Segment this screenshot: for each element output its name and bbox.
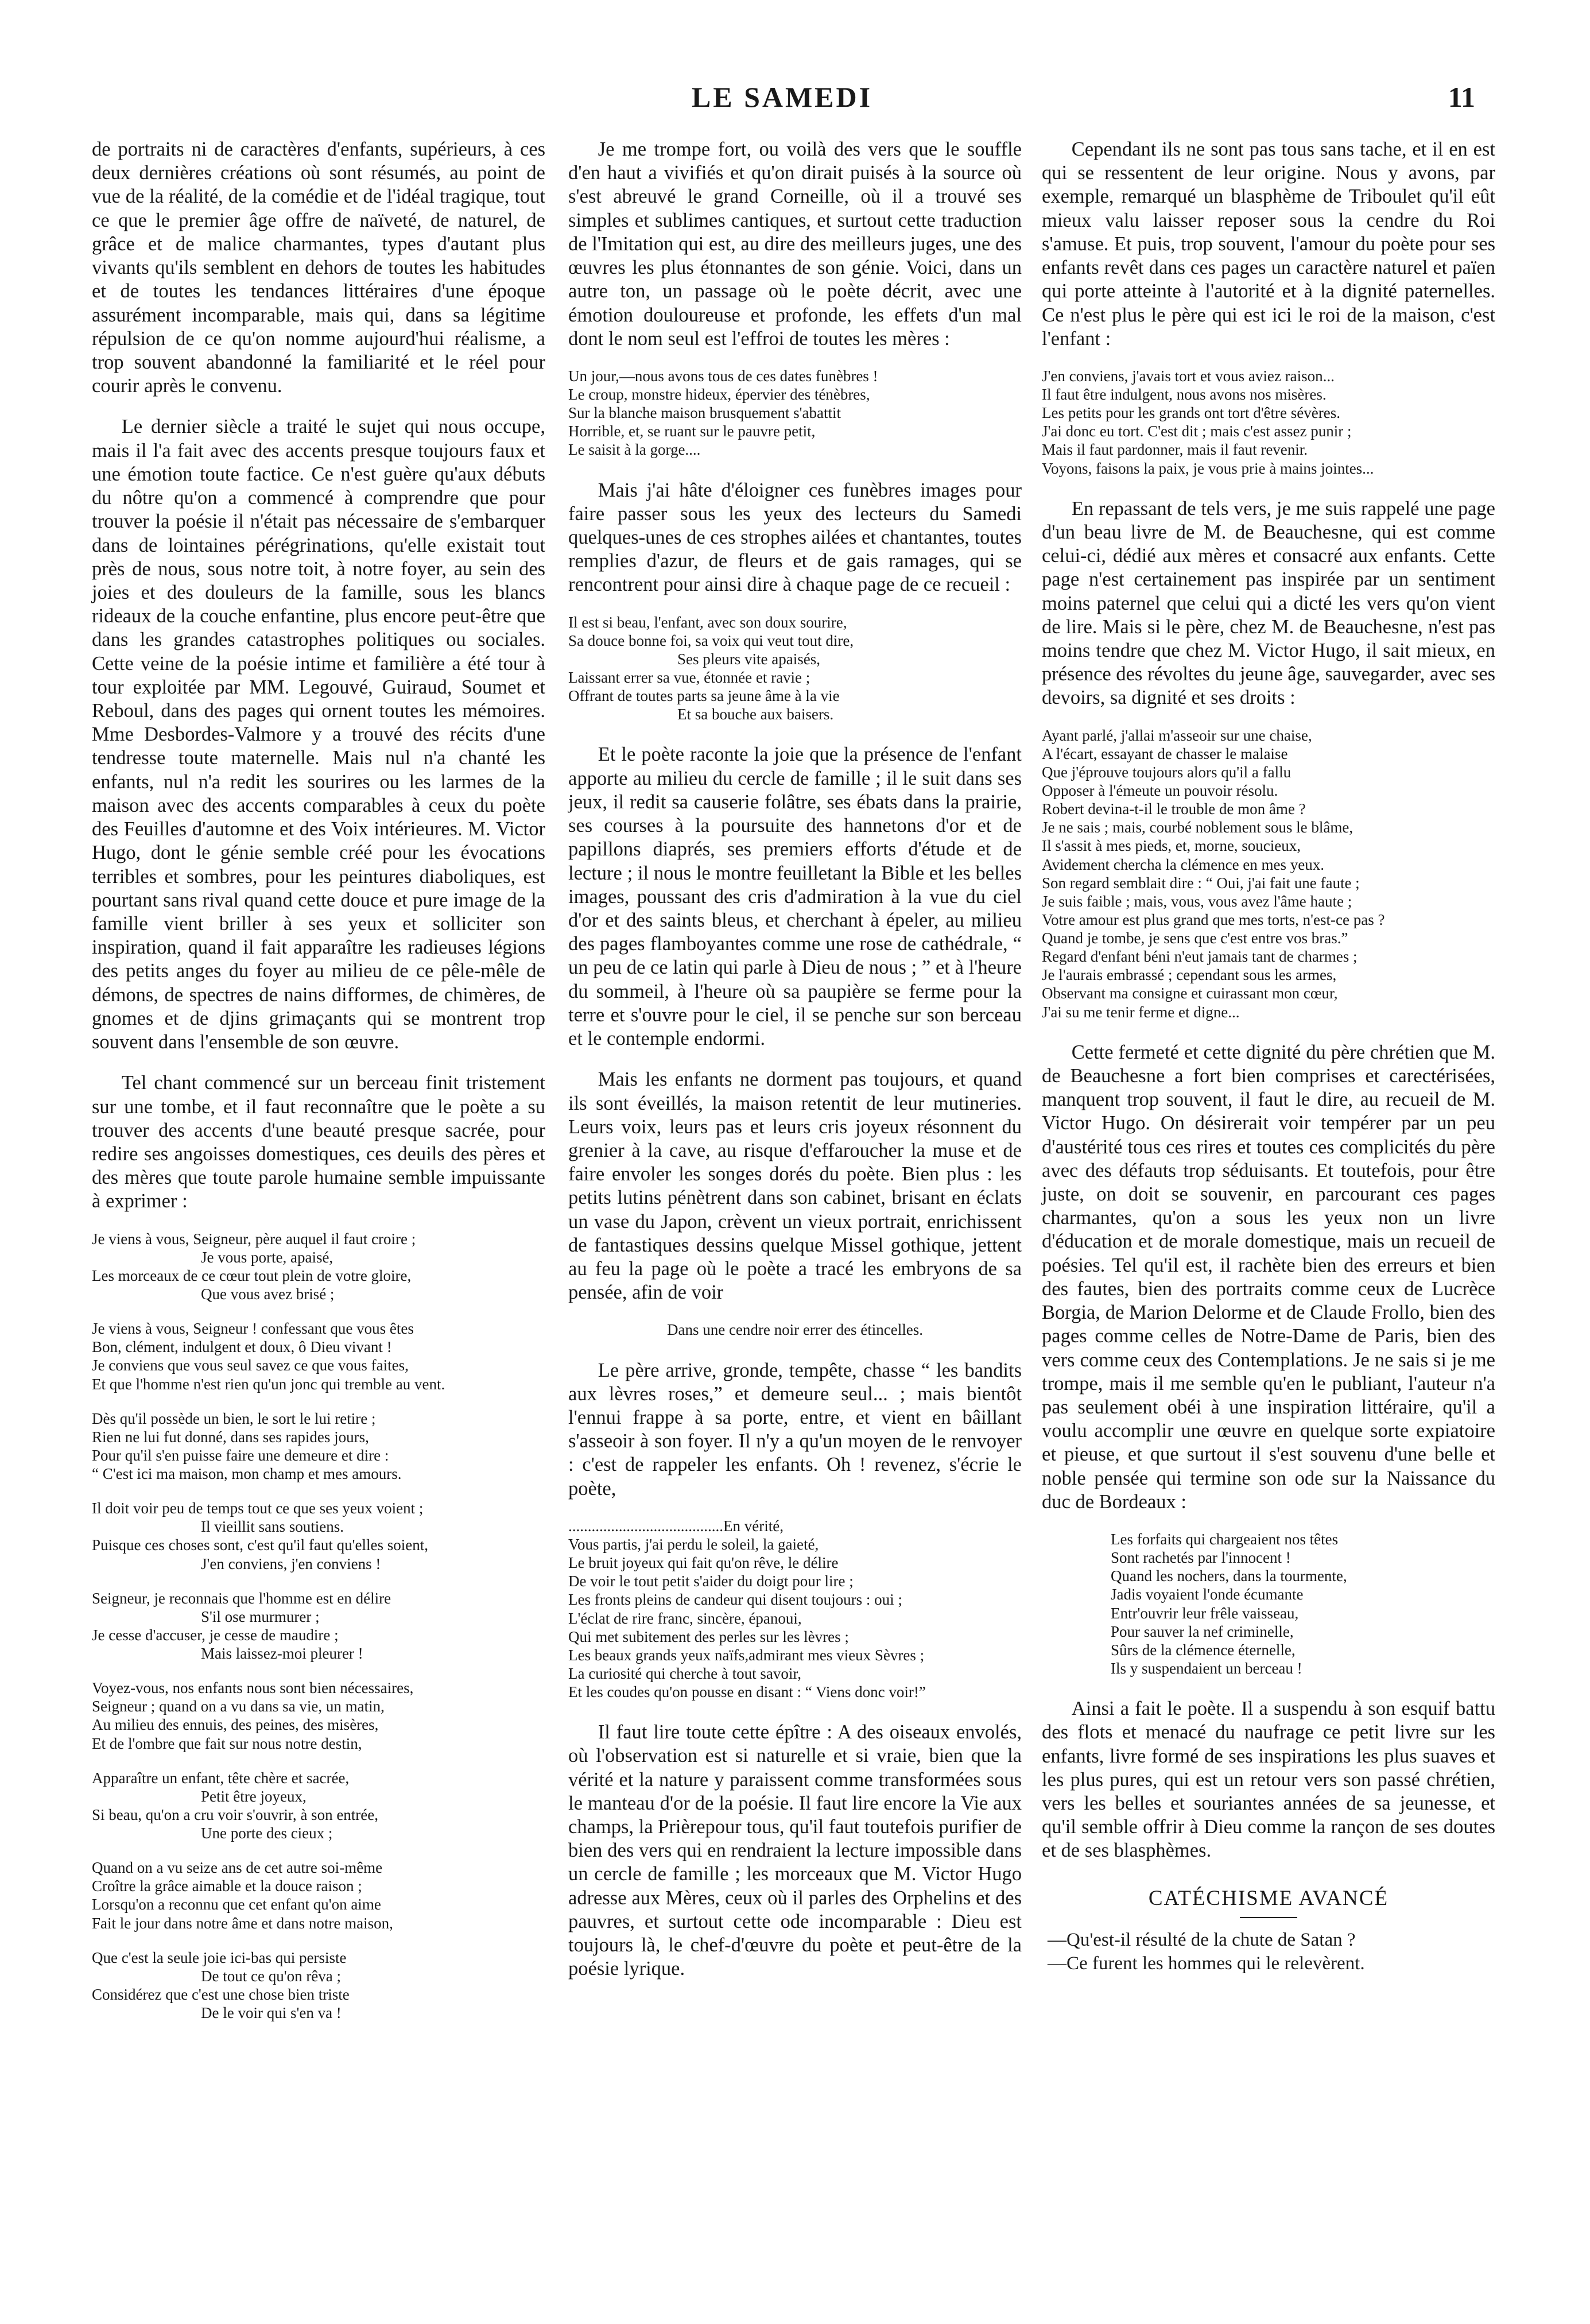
column-3 [1042, 138, 1495, 1976]
poem-excerpt [568, 367, 1022, 459]
verse-line: Le croup, monstre hideux, épervier des ténèbres, [568, 386, 870, 404]
verse-line: Voyons, faisons la paix, je vous prie à mains jointes... [1042, 459, 1374, 477]
verse-line: A l'écart, essayant de chasser le malaise [1042, 745, 1288, 762]
verse-line: Observant ma consigne et cuirassant mon cœur, [1042, 985, 1338, 1002]
page-number: 11 [1448, 81, 1475, 113]
verse-line: Entr'ouvrir leur frêle vaisseau, [1111, 1604, 1299, 1622]
poem-excerpt [568, 1517, 1022, 1701]
paragraph: Cependant ils ne sont pas tous sans tache, et il en est qui se ressentent de leur origine. Nous y avons, par exemple, remarqué un blasphème de Triboulet qu'il eût mieux valu laisser reposer sous la cendre du Roi s'amuse. Et puis, trop souvent, l'amour du poète pour ses enfants revêt dans ces pages un caractère naturel et païen qui porte atteinte à l'autorité et à la dignité paternelles. Ce n'est plus le père qui est ici le roi de la maison, c'est l'enfant : [1042, 138, 1495, 350]
verse-line: Apparaître un enfant, tête chère et sacrée, [92, 1769, 350, 1787]
verse-line: Seigneur ; quand on a vu dans sa vie, un matin, [92, 1698, 385, 1715]
verse-line: Pour sauver la nef criminelle, [1111, 1622, 1294, 1640]
verse-line: Regard d'enfant béni n'eut jamais tant de charmes ; [1042, 948, 1358, 966]
paragraph: Le père arrive, gronde, tempête, chasse “ les bandits aux lèvres roses,” et demeure seul... ; mais bientôt l'ennui frappe à sa porte, entre, et vient en bâillant s'asseoir à son foyer. Il n'y a qu'un moyen de le renvoyer : c'est de rappeler les enfants. Oh ! revenez, s'écrie le poète, [568, 1359, 1022, 1500]
verse-line: J'ai donc eu tort. C'est dit ; mais c'est assez punir ; [1042, 423, 1352, 440]
poem-excerpt [568, 613, 1022, 724]
paragraph: Mais j'ai hâte d'éloigner ces funèbres images pour faire passer sous les yeux des lecteurs du Samedi quelques-unes de ces strophes ailées et chantantes, toutes remplies d'azur, de fleurs et de gais ramages, qui se rencontrent pour ainsi dire à chaque page de ce recueil : [568, 479, 1022, 596]
verse-line: Dans une cendre noir errer des étincelles. [666, 1321, 924, 1339]
verse-line: Bon, clément, indulgent et doux, ô Dieu vivant ! [92, 1338, 392, 1356]
verse-line: Que j'éprouve toujours alors qu'il a fallu [1042, 763, 1292, 781]
verse-line: Voyez-vous, nos enfants nous sont bien nécessaires, [92, 1679, 414, 1697]
verse-line: Au milieu des ennuis, des peines, des misères, [92, 1716, 379, 1734]
verse-line: De le voir qui s'en va ! [201, 2004, 342, 2021]
verse-line: Si beau, qu'on a cru voir s'ouvrir, à son entrée, [92, 1806, 379, 1823]
verse-line: Opposer à l'émeute un pouvoir résolu. [1042, 782, 1278, 800]
verse-line: Je ne sais ; mais, courbé noblement sous le blâme, [1042, 819, 1354, 836]
poem-excerpt [92, 1230, 545, 2023]
verse-line: Ayant parlé, j'allai m'asseoir sur une chaise, [1042, 726, 1312, 744]
verse-line: Et les coudes qu'on pousse en disant : “ Viens donc voir!” [568, 1683, 926, 1701]
verse-line: Les beaux grands yeux naïfs,admirant mes vieux Sèvres ; [568, 1646, 925, 1664]
verse-line: Ils y suspendaient un berceau ! [1111, 1659, 1302, 1677]
verse-line: Les fronts pleins de candeur qui disent toujours : oui ; [568, 1591, 902, 1609]
verse-line: J'en conviens, j'en conviens ! [201, 1555, 381, 1572]
verse-line: Croître la grâce aimable et la douce raison ; [92, 1877, 362, 1895]
paragraph: Cette fermeté et cette dignité du père chrétien que M. de Beauchesne a fort bien comprises et carectérisées, manquent trop souvent, il faut le dire, au recueil de M. Victor Hugo. On désirerait voir tempérer par un peu d'austérité tous ces rires et toutes ces complicités du père avec des défauts trop séduisants. Et toutefois, pour être juste, on doit se souvenir, en parcourant ces pages charmantes, qu'on a sous les yeux non un livre d'éducation et de morale domestique, mais un recueil de poésies. Tel qu'il est, il rachète bien des erreurs et bien des fautes, bien des portraits comme ceux de Lucrèce Borgia, de Marion Delorme et de Claude Frollo, bien des pages comme celles de Notre-Dame de Paris, bien des vers comme ceux des Contemplations. Je ne sais si je me trompe, mais il me semble qu'en le publiant, l'auteur n'a pas seulement obéi à une inspiration littéraire, qu'il a voulu accomplir une œuvre en quelque sorte expiatoire et pieuse, et que surtout il s'est souvenu d'une belle et noble pensée qui termine son ode sur la Naissance du duc de Bordeaux : [1042, 1041, 1495, 1513]
verse-line: Il s'assit à mes pieds, et, morne, soucieux, [1042, 837, 1301, 855]
verse-line: La curiosité qui cherche à tout savoir, [568, 1664, 802, 1682]
paragraph: Mais les enfants ne dorment pas toujours, et quand ils sont éveillés, la maison retentit de leur mutineries. Leurs voix, leurs pas et leurs cris joyeux résonnent du grenier à la cave, au risque d'effaroucher la muse et de faire envoler les songes dorés du poète. Bien plus : les petits lutins pénètrent dans son cabinet, brisant en éclats un vase du Japon, crèvent un vieux portrait, enrichissent de fantastiques dessins quelque Missel gothique, jettent au feu la page où le poète a tracé les embryons de sa pensée, afin de voir [568, 1068, 1022, 1304]
verse-line: Sûrs de la clémence éternelle, [1111, 1641, 1296, 1659]
verse-line: Mais il faut pardonner, mais il faut revenir. [1042, 441, 1308, 459]
section-heading: CATÉCHISME AVANCÉ [1148, 1886, 1389, 1910]
verse-line: Je viens à vous, Seigneur, père auquel il faut croire ; [92, 1230, 416, 1248]
verse-line: Qui met subitement des perles sur les lèvres ; [568, 1628, 849, 1645]
verse-line: Sa douce bonne foi, sa voix qui veut tout dire, [568, 632, 854, 649]
verse-line: Ses pleurs vite apaisés, [677, 650, 820, 668]
verse-line: Il est si beau, l'enfant, avec son doux sourire, [568, 613, 847, 631]
page-header [89, 80, 1475, 126]
verse-line: Je cesse d'accuser, je cesse de maudire ; [92, 1626, 339, 1644]
verse-line: Jadis voyaient l'onde écumante [1111, 1586, 1304, 1603]
verse-line: Il doit voir peu de temps tout ce que ses yeux voient ; [92, 1500, 424, 1517]
stanza [92, 1858, 545, 1932]
verse-line: Que vous avez brisé ; [201, 1285, 335, 1303]
paragraph: Il faut lire toute cette épître : A des oiseaux envolés, où l'observation est si naturelle et si vraie, bien que la vérité et la nature y paraissent comme transformées sous le manteau d'or de la poésie. Il faut lire encore la Vie aux champs, la Prièrepour tous, qu'il faut toutefois purifier de bien des vers qui en rendraient la lecture impossible dans un cercle de famille ; les morceaux que M. Victor Hugo adresse aux Mères, ceux où il parles des Orphelins et des pauvres, et surtout cette ode incomparable : Dieu est toujours là, le chef-d'œuvre du poète et peut-être de la poésie lyrique. [568, 1721, 1022, 1980]
stanza [92, 1230, 545, 1304]
stanza [92, 1589, 545, 1663]
verse-line: Horrible, et, se ruant sur le pauvre petit, [568, 423, 816, 440]
verse-line: Petit être joyeux, [201, 1787, 307, 1805]
verse-line: Rien ne lui fut donné, dans ses rapides jours, [92, 1428, 369, 1446]
verse-line: Son regard semblait dire : “ Oui, j'ai fait une faute ; [1042, 874, 1360, 892]
poem-excerpt [568, 1320, 1022, 1339]
verse-line: Il faut être indulgent, nous avons nos misères. [1042, 386, 1327, 404]
column-2 [568, 138, 1022, 1981]
verse-line: S'il ose murmurer ; [201, 1608, 320, 1625]
verse-line: Les morceaux de ce cœur tout plein de votre gloire, [92, 1266, 412, 1284]
verse-line: Je viens à vous, Seigneur ! confessant que vous êtes [92, 1320, 414, 1338]
verse-line: Sur la blanche maison brusquement s'abattit [568, 404, 841, 422]
answer: —Ce furent les hommes qui le relevèrent. [1048, 1953, 1365, 1974]
verse-line: Mais laissez-moi pleurer ! [201, 1645, 363, 1662]
verse-line: Seigneur, je reconnais que l'homme est en délire [92, 1589, 391, 1607]
verse-line: Vous partis, j'ai perdu le soleil, la gaieté, [568, 1536, 819, 1554]
verse-line: Robert devina-t-il le trouble de mon âme ? [1042, 800, 1306, 818]
column-1 [92, 138, 545, 2042]
verse-line: Je l'aurais embrassé ; cependant sous les armes, [1042, 966, 1337, 984]
verse-line: Sont rachetés par l'innocent ! [1111, 1549, 1291, 1567]
stanza [92, 1769, 545, 1843]
paragraph: Et le poète raconte la joie que la présence de l'enfant apporte au milieu du cercle de famille ; il le suit dans ses jeux, il redit sa causerie folâtre, ses ébats dans la prairie, ses courses à la poursuite des hannetons d'or et de papillons diaprés, ses premiers efforts d'étude et de lecture ; il nous le montre feuilletant la Bible et les belles images, poussant des cris d'admiration à la vue du ciel d'or et des saints bleus, et cherchant à épeler, au milieu des pages flamboyantes comme une rose de cathédrale, “ un peu de ce latin qui parle à Dieu de nous ; ” et à l'heure du sommeil, à l'heure où sa paupière se ferme pour la terre et s'ouvre pour le ciel, il se penche sur son berceau et le contemple endormi. [568, 743, 1022, 1050]
verse-line: Avidement chercha la clémence en mes yeux. [1042, 855, 1325, 873]
stanza [92, 1409, 545, 1484]
verse-line: Un jour,—nous avons tous de ces dates funèbres ! [568, 367, 878, 385]
verse-line: Laissant errer sa vue, étonnée et ravie ; [568, 669, 810, 687]
verse-line: Votre amour est plus grand que mes torts, n'est-ce pas ? [1042, 911, 1385, 928]
divider [1240, 1917, 1297, 1918]
verse-line: Dès qu'il possède un bien, le sort le lui retire ; [92, 1409, 376, 1427]
verse-line: Je conviens que vous seul savez ce que vous faites, [92, 1357, 409, 1374]
verse-line: Quand je tombe, je sens que c'est entre vos bras.” [1042, 929, 1348, 947]
verse-line: “ C'est ici ma maison, mon champ et mes amours. [92, 1465, 402, 1482]
stanza [92, 1949, 545, 2023]
masthead-title: LE SAMEDI [691, 81, 873, 113]
verse-line: Quand on a vu seize ans de cet autre soi-même [92, 1859, 383, 1877]
verse-line: J'ai su me tenir ferme et digne... [1042, 1003, 1240, 1021]
stanza [92, 1499, 545, 1573]
verse-line: Il vieillit sans soutiens. [201, 1518, 344, 1536]
verse-line: ........................................En vérité, [568, 1517, 784, 1535]
stanza [92, 1679, 545, 1753]
poem-excerpt [1042, 1530, 1495, 1678]
verse-line: Et de l'ombre que fait sur nous notre destin, [92, 1734, 362, 1752]
verse-line: Je vous porte, apaisé, [201, 1248, 333, 1266]
verse-line: Je suis faible ; mais, vous, vous avez l'âme haute ; [1042, 892, 1352, 910]
verse-line: Considérez que c'est une chose bien triste [92, 1985, 350, 2003]
paragraph: Je me trompe fort, ou voilà des vers que le souffle d'en haut a vivifiés et qu'on dirait puisés à la source où s'est abreuvé le grand Corneille, où il a trouvé ses simples et sublimes cantiques, et surtout cette traduction de l'Imitation qui est, au dire des meilleurs juges, une des œuvres les plus étonnantes de son génie. Voici, dans un autre ton, un passage où le poète décrit, avec une émotion douloureuse et profonde, les effets d'un mal dont le nom seul est l'effroi de toutes les mères : [568, 138, 1022, 350]
verse-line: Le bruit joyeux qui fait qu'on rêve, le délire [568, 1554, 839, 1572]
verse-line: Lorsqu'on a reconnu que cet enfant qu'on aime [92, 1896, 381, 1914]
verse-line: Les petits pour les grands ont tort d'être sévères. [1042, 404, 1340, 422]
paragraph: Le dernier siècle a traité le sujet qui nous occupe, mais il l'a fait avec des accents presque toujours faux et une émotion toute factice. Ce n'est guère qu'aux débuts du nôtre qu'on a commencé à comprendre que pour trouver la poésie il n'était pas nécessaire de s'embarquer dans de lointaines pérégrinations, qu'elle existait tout près de nous, sous notre toit, à notre foyer, au sein des joies et des douleurs de la famille, sous les blancs rideaux de la couche enfantine, plus encore peut-être que dans les grandes catastrophes politiques ou sociales. Cette veine de la poésie intime et familière a été tour à tour exploitée par MM. Legouvé, Guiraud, Soumet et Reboul, dans des pages qui ornent toutes les mémoires. Mme Desbordes-Valmore y a trouvé des récits d'une tendresse toute maternelle. Mais nul n'a chanté les enfants, nul n'a redit les sourires ou les larmes de la maison avec des accents comparables à ceux du poète des Feuilles d'automne et des Voix intérieures. M. Victor Hugo, dont le génie semble créé pour les évocations terribles et sombres, pour les peintures diaboliques, est pourtant sans rival quand cette douce et pure image de la famille vient briller à ses yeux et solliciter son inspiration, quand il fait apparaître les radieuses légions des petits anges du foyer au milieu de ce pêle-mêle de démons, de spectres de nains difformes, de chimères, de gnomes et de djins grimaçants qui se montrent trop souvent dans l'ensemble de son œuvre. [92, 416, 545, 1053]
paragraph: Ainsi a fait le poète. Il a suspendu à son esquif battu des flots et menacé du naufrage ce petit livre sur les enfants, livre formé de ses inspirations les plus suaves et les plus pures, qui est un retour vers son passé chrétien, vers les belles et souriantes années de sa jeunesse, et qu'il semble offrir à Dieu comme la rançon de ses doutes et de ses blasphèmes. [1042, 1698, 1495, 1862]
paragraph: En repassant de tels vers, je me suis rappelé une page d'un beau livre de M. de Beauchesne, qui est comme celui-ci, dédié aux mères et consacré aux enfants. Cette page n'est certainement pas inspirée par un sentiment moins paternel que celui qui a dicté les vers qu'on vient de lire. Mais si le père, chez M. de Beauchesne, n'est pas moins tendre que chez M. Victor Hugo, il sait mieux, en présence des révoltes du jeune âge, sauvegarder, avec ses devoirs, sa dignité et ses droits : [1042, 497, 1495, 709]
verse-line: Pour qu'il s'en puisse faire une demeure et dire : [92, 1446, 389, 1464]
verse-line: Une porte des cieux ; [201, 1825, 333, 1842]
poem-excerpt [1042, 726, 1495, 1021]
verse-line: Le saisit à la gorge.... [568, 441, 701, 459]
verse-line: Fait le jour dans notre âme et dans notre maison, [92, 1914, 393, 1932]
stanza [92, 1319, 545, 1393]
verse-line: Et que l'homme n'est rien qu'un jonc qui tremble au vent. [92, 1375, 445, 1393]
verse-line: L'éclat de rire franc, sincère, épanoui, [568, 1609, 802, 1627]
paragraph: de portraits ni de caractères d'enfants, supérieurs, à ces deux dernières créations où sont résumés, au point de vue de la réalité, de la comédie et de l'idéal tragique, tout ce que le premier âge offre de naïveté, de naturel, de grâce et de malice charmantes, types d'autant plus vivants qu'ils semblent en dehors de toutes les habitudes et de toutes les tendances littéraires d'une époque assurément incomparable, mais qui, dans sa légitime répulsion de ce qu'on nomme aujourd'hui réalisme, a trop souvent abandonné la familiarité et le réel pour courir après le convenu. [92, 138, 545, 397]
verse-line: Quand les nochers, dans la tourmente, [1111, 1567, 1347, 1585]
verse-line: De tout ce qu'on rêva ; [201, 1967, 342, 1985]
verse-line: Les forfaits qui chargeaient nos têtes [1111, 1531, 1339, 1548]
verse-line: Puisque ces choses sont, c'est qu'il faut qu'elles soient, [92, 1536, 428, 1554]
verse-line: De voir le tout petit s'aider du doigt pour lire ; [568, 1572, 854, 1590]
verse-line: J'en conviens, j'avais tort et vous aviez raison... [1042, 367, 1335, 385]
paragraph: Tel chant commencé sur un berceau finit tristement sur une tombe, et il faut reconnaître que le poète a su trouver des accents d'une beauté presque sacrée, pour redire ses angoisses domestiques, ces deuils des pères et des mères que toute parole humaine semble impuissante à exprimer : [92, 1072, 545, 1213]
verse-line: Que c'est la seule joie ici-bas qui persiste [92, 1949, 347, 1966]
poem-excerpt [1042, 367, 1495, 478]
verse-line: Offrant de toutes parts sa jeune âme à la vie [568, 687, 840, 705]
verse-line: Et sa bouche aux baisers. [677, 706, 834, 723]
question: —Qu'est-il résulté de la chute de Satan ? [1048, 1929, 1356, 1950]
